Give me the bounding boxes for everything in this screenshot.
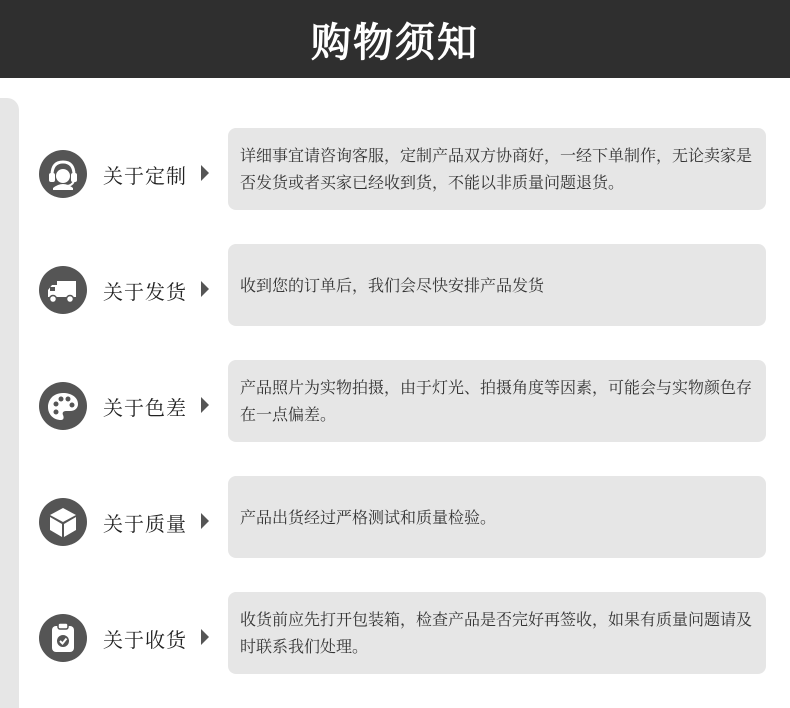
row-label: 关于质量 [103,512,187,536]
chevron-right-icon [201,513,209,529]
row-description: 产品照片为实物拍摄，由于灯光、拍摄角度等因素，可能会与实物颜色存在一点偏差。 [240,378,753,424]
row-description: 详细事宜请咨询客服，定制产品双方协商好，一经下单制作，无论卖家是否发货或者买家已经收到货，不能以非质量问题退货。 [240,146,753,192]
header [0,0,790,78]
clipboard-check-icon [39,614,87,662]
box-icon [39,498,87,546]
page-title: 购物须知 [311,19,479,66]
notice-row-customization [0,128,790,210]
row-description: 收货前应先打开包装箱，检查产品是否完好再签收，如果有质量问题请及时联系我们处理。 [240,610,753,656]
notice-row-color-difference [0,360,790,442]
delivery-truck-icon [39,266,87,314]
notice-row-quality [0,476,790,558]
row-description-card [228,128,766,210]
notice-row-receiving [0,592,790,674]
row-label: 关于色差 [103,396,187,420]
row-description-card [228,244,766,326]
notice-row-shipping [0,244,790,326]
row-description-card [228,592,766,674]
row-description: 产品出货经过严格测试和质量检验。 [240,507,497,527]
row-label: 关于发货 [103,280,187,304]
row-description-card [228,360,766,442]
row-label: 关于定制 [103,164,187,188]
row-label: 关于收货 [103,628,187,652]
chevron-right-icon [201,629,209,645]
chevron-right-icon [201,397,209,413]
customer-service-icon [39,150,87,198]
palette-icon [39,382,87,430]
chevron-right-icon [201,281,209,297]
row-description: 收到您的订单后，我们会尽快安排产品发货 [240,275,545,295]
chevron-right-icon [201,165,209,181]
row-description-card [228,476,766,558]
